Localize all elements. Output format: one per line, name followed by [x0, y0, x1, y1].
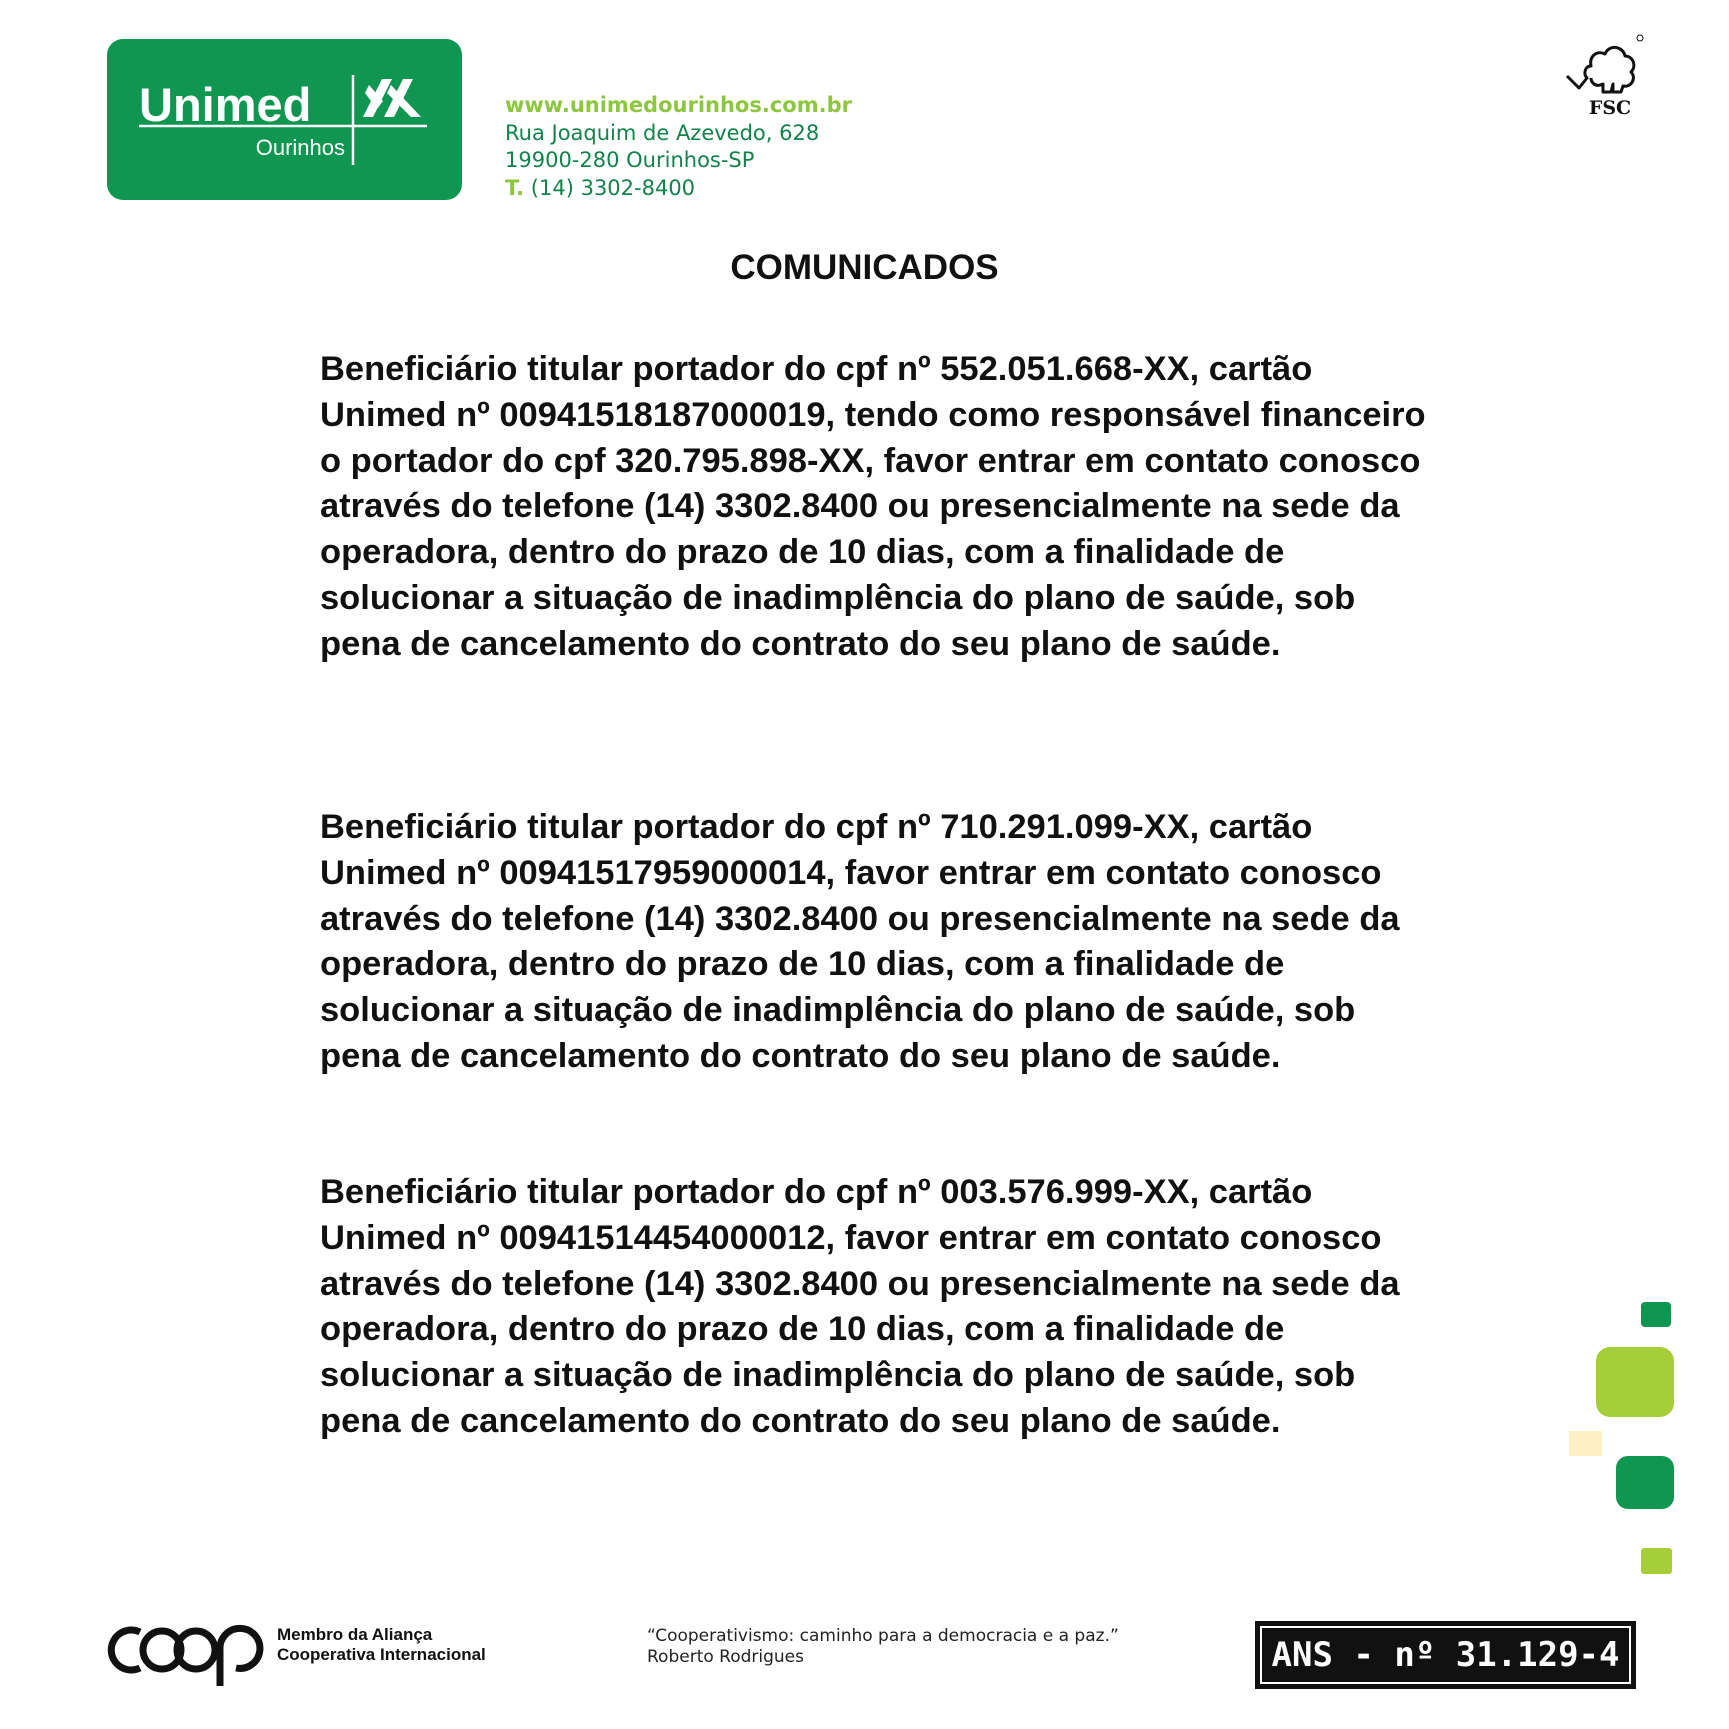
page-title: COMUNICADOS — [730, 248, 999, 287]
unimed-symbol-icon — [363, 79, 421, 117]
notice-1: Beneficiário titular portador do cpf nº 552.051.668-XX, cartão Unimed nº 00941518187000019, tendo como responsável financeiro o portador do cpf 320.795.898-XX, favor entrar em contato conosco através do telefone (14) 3302.8400 ou presencialmente na sede da operadora, dentro do prazo de 10 dias, com a finalidade de solucionar a situação de inadimplência do plano de saúde, sob pena de cancelamento do contrato do seu plano de saúde. — [320, 350, 1426, 663]
decor-square-yellow — [1569, 1431, 1602, 1456]
coop-logo — [100, 1618, 270, 1690]
quote-author: Roberto Rodrigues — [647, 1647, 804, 1667]
notice-2: Beneficiário titular portador do cpf nº 710.291.099-XX, cartão Unimed nº 00941517959000014, favor entrar em contato conosco através do telefone (14) 3302.8400 ou presencialmente na sede da operadora, dentro do prazo de 10 dias, com a finalidade de solucionar a situação de inadimplência do plano de saúde, sob pena de cancelamento do contrato do seu plano de saúde. — [320, 808, 1400, 1075]
logo-city-text: Ourinhos — [255, 135, 345, 160]
fsc-logo — [1565, 30, 1655, 120]
unimed-logo — [107, 39, 462, 200]
footer-quote — [647, 1626, 1119, 1668]
zip-city-text: 19900-280 Ourinhos-SP — [505, 148, 755, 172]
decor-square-light-large — [1596, 1347, 1674, 1417]
coop-line-2: Cooperativa Internacional — [277, 1645, 486, 1664]
logo-brand-text: Unimed — [139, 78, 312, 131]
phone-prefix: T. — [505, 175, 525, 200]
decor-square-light-small — [1641, 1548, 1672, 1574]
quote-text: “Cooperativismo: caminho para a democracia e a paz.” — [647, 1626, 1119, 1646]
notice-3: Beneficiário titular portador do cpf nº 003.576.999-XX, cartão Unimed nº 00941514454000012, favor entrar em contato conosco através do telefone (14) 3302.8400 ou presencialmente na sede da operadora, dentro do prazo de 10 dias, com a finalidade de solucionar a situação de inadimplência do plano de saúde, sob pena de cancelamento do contrato do seu plano de saúde. — [320, 1173, 1400, 1440]
coop-membership — [277, 1625, 486, 1665]
unimed-logo-graphic — [107, 39, 462, 200]
phone-line — [505, 175, 852, 203]
contact-info — [505, 92, 852, 202]
website-link[interactable]: www.unimedourinhos.com.br — [505, 93, 852, 117]
phone-text: (14) 3302-8400 — [524, 175, 696, 200]
decor-square-dark-small — [1641, 1302, 1671, 1327]
ans-badge — [1255, 1621, 1636, 1689]
decor-square-dark-medium — [1616, 1456, 1674, 1509]
fsc-tree-icon — [1567, 47, 1634, 92]
coop-line-1: Membro da Aliança — [277, 1625, 433, 1644]
address-text: Rua Joaquim de Azevedo, 628 — [505, 120, 820, 145]
fsc-label: FSC — [1588, 97, 1632, 119]
ans-number: ANS - nº 31.129-4 — [1260, 1626, 1631, 1684]
coop-logo-text: COOP — [100, 1618, 103, 1619]
coop-icon — [111, 1628, 260, 1686]
